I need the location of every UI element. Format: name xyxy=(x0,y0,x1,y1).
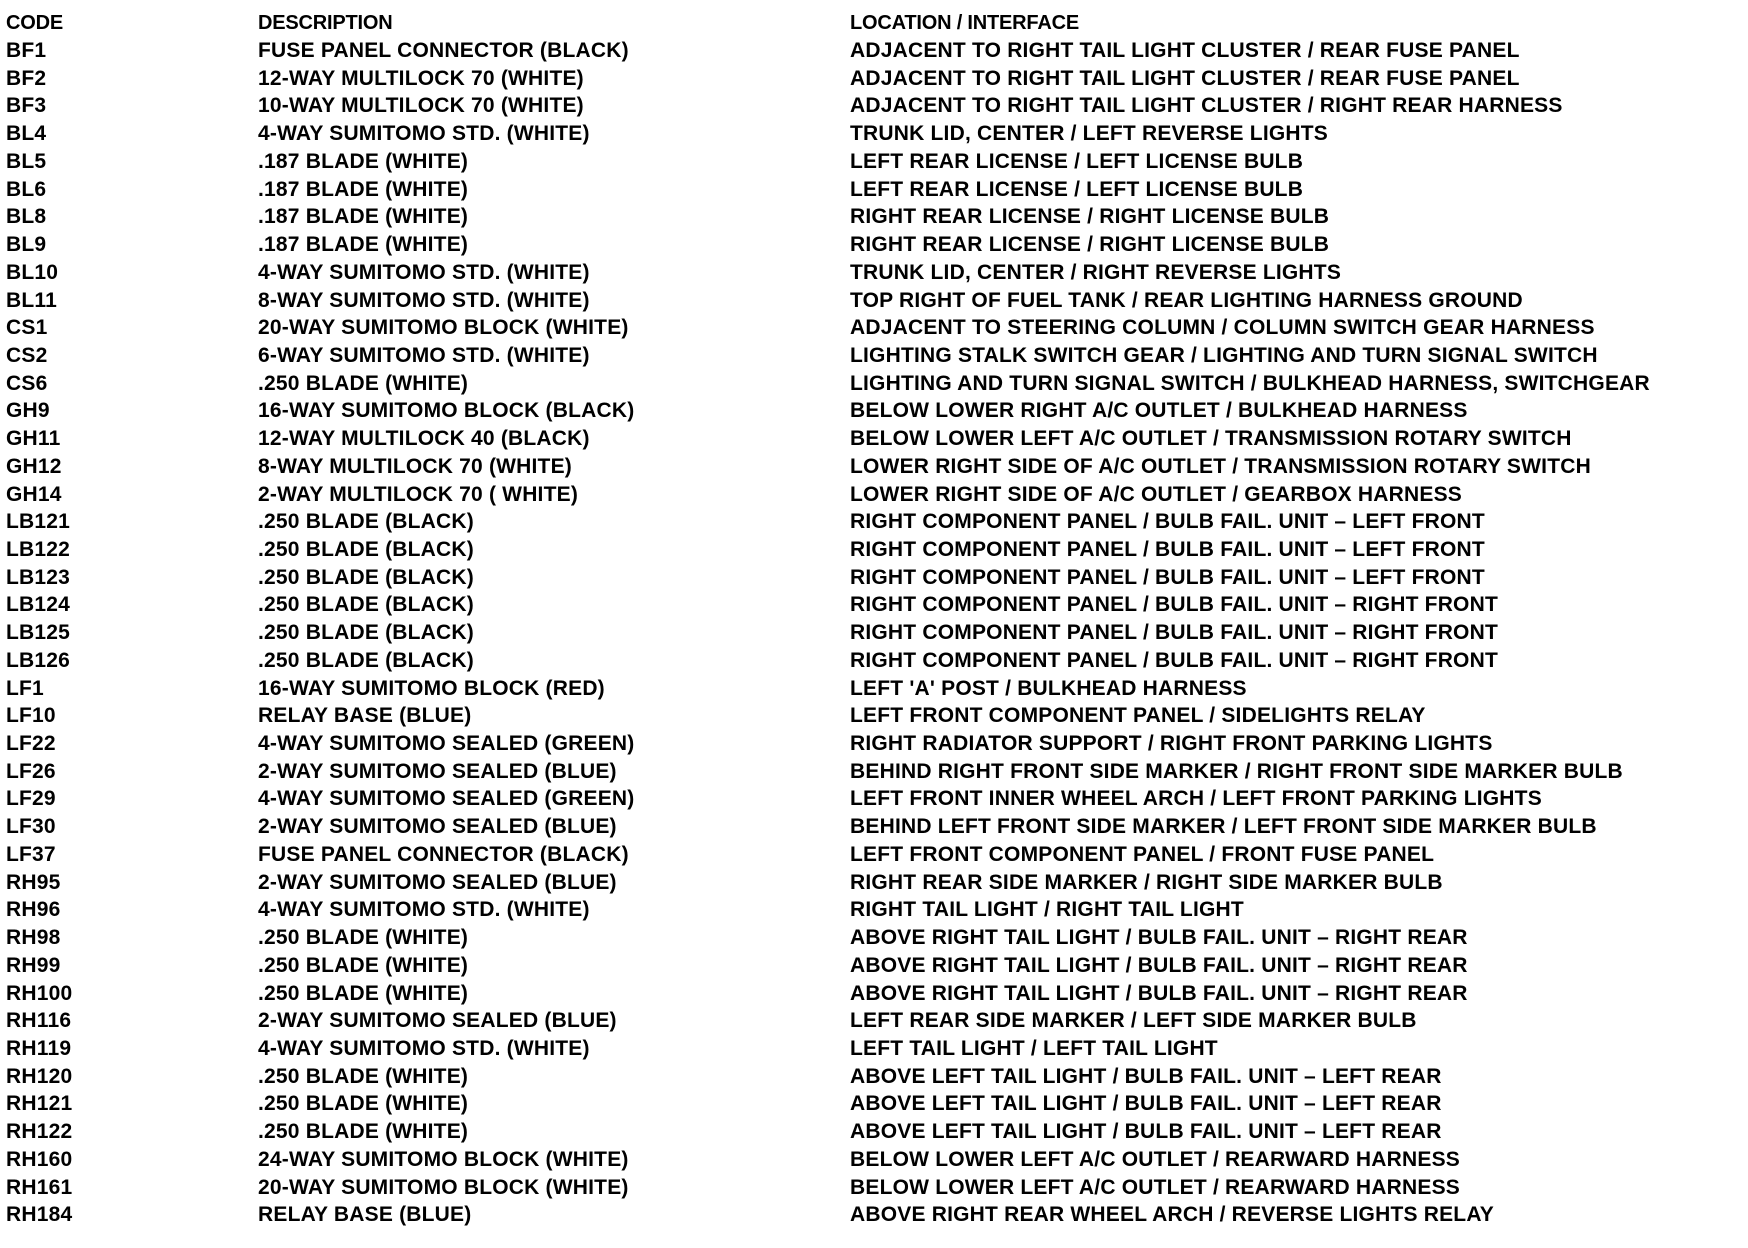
row-code: BL4 xyxy=(6,122,47,146)
row-description: .250 BLADE (WHITE) xyxy=(258,1120,469,1144)
row-description: .250 BLADE (WHITE) xyxy=(258,953,469,977)
table-row xyxy=(0,813,1748,840)
row-description: 2-WAY SUMITOMO SEALED (BLUE) xyxy=(258,759,617,783)
row-location: RIGHT REAR LICENSE / RIGHT LICENSE BULB xyxy=(850,233,1330,256)
row-description: FUSE PANEL CONNECTOR (BLACK) xyxy=(258,39,629,62)
row-description: .250 BLADE (WHITE) xyxy=(258,1092,469,1116)
row-code: BF3 xyxy=(6,94,47,118)
row-description: .250 BLADE (BLACK) xyxy=(258,648,474,672)
table-row xyxy=(0,1063,1748,1090)
row-code: RH119 xyxy=(6,1036,72,1060)
table-row xyxy=(0,869,1748,896)
row-description: 4-WAY SUMITOMO SEALED (GREEN) xyxy=(258,787,635,811)
table-row xyxy=(0,1201,1748,1228)
table-row xyxy=(0,924,1748,951)
row-description: .187 BLADE (WHITE) xyxy=(258,205,469,229)
row-location: ABOVE RIGHT REAR WHEEL ARCH / REVERSE LIGHTS RELAY xyxy=(850,1203,1494,1227)
row-location: RIGHT COMPONENT PANEL / BULB FAIL. UNIT – RIGHT FRONT xyxy=(850,648,1498,672)
row-location: BELOW LOWER RIGHT A/C OUTLET / BULKHEAD HARNESS xyxy=(850,399,1468,423)
row-location: LEFT REAR LICENSE / LEFT LICENSE BULB xyxy=(850,149,1304,173)
table-row xyxy=(0,203,1748,230)
row-description: .250 BLADE (WHITE) xyxy=(258,1064,469,1088)
row-description: 4-WAY SUMITOMO STD. (WHITE) xyxy=(258,260,590,284)
table-row xyxy=(0,785,1748,812)
table-row xyxy=(0,647,1748,674)
row-location: LIGHTING AND TURN SIGNAL SWITCH / BULKHEAD HARNESS, SWITCHGEAR xyxy=(850,371,1650,395)
row-location: LOWER RIGHT SIDE OF A/C OUTLET / GEARBOX HARNESS xyxy=(850,482,1463,506)
row-location: BELOW LOWER LEFT A/C OUTLET / REARWARD HARNESS xyxy=(850,1175,1461,1199)
row-code: LF10 xyxy=(6,704,56,728)
row-location: LEFT FRONT INNER WHEEL ARCH / LEFT FRONT PARKING LIGHTS xyxy=(850,787,1542,811)
row-location: LOWER RIGHT SIDE OF A/C OUTLET / TRANSMISSION ROTARY SWITCH xyxy=(850,454,1591,478)
row-description: .187 BLADE (WHITE) xyxy=(258,233,469,256)
row-code: RH122 xyxy=(6,1120,73,1144)
row-location: RIGHT COMPONENT PANEL / BULB FAIL. UNIT – LEFT FRONT xyxy=(850,510,1485,534)
table-row xyxy=(0,397,1748,424)
table-row xyxy=(0,1007,1748,1034)
row-description: .250 BLADE (BLACK) xyxy=(258,510,474,534)
row-code: GH11 xyxy=(6,427,61,451)
row-description: 20-WAY SUMITOMO BLOCK (WHITE) xyxy=(258,1175,629,1199)
table-row xyxy=(0,591,1748,618)
row-code: GH12 xyxy=(6,454,62,478)
table-row xyxy=(0,758,1748,785)
row-location: ADJACENT TO RIGHT TAIL LIGHT CLUSTER / REAR FUSE PANEL xyxy=(850,66,1520,90)
row-code: RH98 xyxy=(6,926,61,949)
row-code: RH184 xyxy=(6,1203,73,1227)
header-description: DESCRIPTION xyxy=(258,12,393,34)
row-description: 12-WAY MULTILOCK 70 (WHITE) xyxy=(258,66,584,90)
row-code: CS2 xyxy=(6,343,48,367)
row-code: RH100 xyxy=(6,981,73,1005)
row-code: RH120 xyxy=(6,1064,73,1088)
row-location: ABOVE LEFT TAIL LIGHT / BULB FAIL. UNIT – LEFT REAR xyxy=(850,1064,1442,1088)
row-location: BEHIND LEFT FRONT SIDE MARKER / LEFT FRONT SIDE MARKER BULB xyxy=(850,815,1597,839)
row-location: LEFT 'A' POST / BULKHEAD HARNESS xyxy=(850,676,1247,700)
table-row xyxy=(0,342,1748,369)
row-description: .250 BLADE (BLACK) xyxy=(258,621,474,645)
row-code: BL5 xyxy=(6,149,47,173)
row-location: RIGHT COMPONENT PANEL / BULB FAIL. UNIT – RIGHT FRONT xyxy=(850,593,1498,617)
row-code: LB123 xyxy=(6,565,71,589)
table-row xyxy=(0,259,1748,286)
row-code: GH9 xyxy=(6,399,50,423)
row-location: RIGHT REAR LICENSE / RIGHT LICENSE BULB xyxy=(850,205,1330,229)
table-row xyxy=(0,702,1748,729)
table-row xyxy=(0,980,1748,1007)
table-row xyxy=(0,231,1748,258)
row-code: LB124 xyxy=(6,593,71,617)
header-code: CODE xyxy=(6,12,63,34)
row-description: .250 BLADE (BLACK) xyxy=(258,593,474,617)
row-location: ADJACENT TO RIGHT TAIL LIGHT CLUSTER / RIGHT REAR HARNESS xyxy=(850,94,1563,118)
row-location: RIGHT COMPONENT PANEL / BULB FAIL. UNIT – RIGHT FRONT xyxy=(850,621,1498,645)
row-code: CS1 xyxy=(6,316,48,340)
row-location: ABOVE LEFT TAIL LIGHT / BULB FAIL. UNIT – LEFT REAR xyxy=(850,1120,1442,1144)
row-code: LF30 xyxy=(6,815,56,839)
row-location: RIGHT COMPONENT PANEL / BULB FAIL. UNIT – LEFT FRONT xyxy=(850,565,1485,589)
row-location: ABOVE LEFT TAIL LIGHT / BULB FAIL. UNIT – LEFT REAR xyxy=(850,1092,1442,1116)
row-description: RELAY BASE (BLUE) xyxy=(258,1203,472,1227)
table-row xyxy=(0,952,1748,979)
row-location: RIGHT COMPONENT PANEL / BULB FAIL. UNIT – LEFT FRONT xyxy=(850,538,1485,561)
row-location: TRUNK LID, CENTER / RIGHT REVERSE LIGHTS xyxy=(850,260,1342,284)
row-description: 2-WAY SUMITOMO SEALED (BLUE) xyxy=(258,870,617,894)
row-description: 6-WAY SUMITOMO STD. (WHITE) xyxy=(258,343,590,367)
row-description: 4-WAY SUMITOMO STD. (WHITE) xyxy=(258,1036,590,1060)
row-location: ABOVE RIGHT TAIL LIGHT / BULB FAIL. UNIT – RIGHT REAR xyxy=(850,953,1468,977)
row-description: FUSE PANEL CONNECTOR (BLACK) xyxy=(258,842,629,866)
row-code: LF26 xyxy=(6,759,56,783)
row-code: BF2 xyxy=(6,66,47,90)
row-code: LB122 xyxy=(6,538,71,561)
row-description: 4-WAY SUMITOMO SEALED (GREEN) xyxy=(258,732,635,755)
row-location: ABOVE RIGHT TAIL LIGHT / BULB FAIL. UNIT – RIGHT REAR xyxy=(850,926,1468,949)
table-row xyxy=(0,65,1748,92)
row-code: GH14 xyxy=(6,482,62,506)
table-row xyxy=(0,1035,1748,1062)
table-row xyxy=(0,287,1748,314)
row-description: 8-WAY SUMITOMO STD. (WHITE) xyxy=(258,288,590,312)
table-row xyxy=(0,370,1748,397)
row-description: .250 BLADE (BLACK) xyxy=(258,565,474,589)
table-row xyxy=(0,841,1748,868)
table-row xyxy=(0,1146,1748,1173)
row-code: RH116 xyxy=(6,1009,72,1033)
row-location: BELOW LOWER LEFT A/C OUTLET / TRANSMISSION ROTARY SWITCH xyxy=(850,427,1572,451)
row-location: RIGHT TAIL LIGHT / RIGHT TAIL LIGHT xyxy=(850,898,1244,922)
table-header xyxy=(0,10,1748,37)
row-description: .250 BLADE (WHITE) xyxy=(258,926,469,949)
row-description: .187 BLADE (WHITE) xyxy=(258,149,469,173)
table-row xyxy=(0,453,1748,480)
table-row xyxy=(0,675,1748,702)
row-description: 2-WAY SUMITOMO SEALED (BLUE) xyxy=(258,815,617,839)
row-location: BELOW LOWER LEFT A/C OUTLET / REARWARD HARNESS xyxy=(850,1147,1461,1171)
row-description: .187 BLADE (WHITE) xyxy=(258,177,469,201)
row-location: LEFT TAIL LIGHT / LEFT TAIL LIGHT xyxy=(850,1036,1218,1060)
table-row xyxy=(0,1118,1748,1145)
row-description: .250 BLADE (WHITE) xyxy=(258,371,469,395)
row-code: LF37 xyxy=(6,842,56,866)
row-description: .250 BLADE (WHITE) xyxy=(258,981,469,1005)
row-code: LF29 xyxy=(6,787,56,811)
table-row xyxy=(0,425,1748,452)
row-location: RIGHT RADIATOR SUPPORT / RIGHT FRONT PARKING LIGHTS xyxy=(850,732,1493,755)
row-location: LEFT REAR LICENSE / LEFT LICENSE BULB xyxy=(850,177,1304,201)
row-code: LB126 xyxy=(6,648,71,672)
row-code: LF22 xyxy=(6,732,56,755)
row-code: CS6 xyxy=(6,371,48,395)
table-row xyxy=(0,148,1748,175)
row-description: 2-WAY MULTILOCK 70 ( WHITE) xyxy=(258,482,579,506)
row-description: RELAY BASE (BLUE) xyxy=(258,704,472,728)
table-row xyxy=(0,314,1748,341)
table-row xyxy=(0,92,1748,119)
row-description: 12-WAY MULTILOCK 40 (BLACK) xyxy=(258,427,590,451)
row-location: LEFT REAR SIDE MARKER / LEFT SIDE MARKER BULB xyxy=(850,1009,1417,1033)
row-code: RH96 xyxy=(6,898,61,922)
row-code: RH99 xyxy=(6,953,61,977)
row-location: LEFT FRONT COMPONENT PANEL / FRONT FUSE PANEL xyxy=(850,842,1435,866)
table-row xyxy=(0,1174,1748,1201)
table-row xyxy=(0,1090,1748,1117)
row-code: RH121 xyxy=(6,1092,73,1116)
row-location: RIGHT REAR SIDE MARKER / RIGHT SIDE MARKER BULB xyxy=(850,870,1443,894)
table-row xyxy=(0,120,1748,147)
table-row xyxy=(0,619,1748,646)
row-code: LB125 xyxy=(6,621,71,645)
table-row xyxy=(0,37,1748,64)
row-location: TRUNK LID, CENTER / LEFT REVERSE LIGHTS xyxy=(850,122,1328,146)
table-row xyxy=(0,176,1748,203)
row-location: BEHIND RIGHT FRONT SIDE MARKER / RIGHT FRONT SIDE MARKER BULB xyxy=(850,759,1623,783)
row-code: BL8 xyxy=(6,205,47,229)
row-location: LEFT FRONT COMPONENT PANEL / SIDELIGHTS RELAY xyxy=(850,704,1426,728)
row-code: RH160 xyxy=(6,1147,73,1171)
row-code: RH95 xyxy=(6,870,61,894)
header-location: LOCATION / INTERFACE xyxy=(850,12,1079,34)
row-code: RH161 xyxy=(6,1175,73,1199)
table-row xyxy=(0,508,1748,535)
row-description: 20-WAY SUMITOMO BLOCK (WHITE) xyxy=(258,316,629,340)
row-description: 16-WAY SUMITOMO BLOCK (RED) xyxy=(258,676,605,700)
row-code: BL11 xyxy=(6,288,57,312)
row-description: 24-WAY SUMITOMO BLOCK (WHITE) xyxy=(258,1147,629,1171)
row-code: LF1 xyxy=(6,676,44,700)
row-description: 4-WAY SUMITOMO STD. (WHITE) xyxy=(258,898,590,922)
row-location: LIGHTING STALK SWITCH GEAR / LIGHTING AND TURN SIGNAL SWITCH xyxy=(850,343,1598,367)
row-description: 2-WAY SUMITOMO SEALED (BLUE) xyxy=(258,1009,617,1033)
row-description: 16-WAY SUMITOMO BLOCK (BLACK) xyxy=(258,399,635,423)
row-code: BF1 xyxy=(6,39,47,62)
row-description: 8-WAY MULTILOCK 70 (WHITE) xyxy=(258,454,572,478)
table-row xyxy=(0,896,1748,923)
row-description: 4-WAY SUMITOMO STD. (WHITE) xyxy=(258,122,590,146)
row-code: BL6 xyxy=(6,177,47,201)
table-row xyxy=(0,481,1748,508)
table-row xyxy=(0,536,1748,563)
table-row xyxy=(0,564,1748,591)
table-row xyxy=(0,730,1748,757)
row-location: ADJACENT TO STEERING COLUMN / COLUMN SWITCH GEAR HARNESS xyxy=(850,316,1595,340)
row-code: BL10 xyxy=(6,260,59,284)
row-code: LB121 xyxy=(6,510,71,534)
row-description: .250 BLADE (BLACK) xyxy=(258,538,474,561)
row-location: TOP RIGHT OF FUEL TANK / REAR LIGHTING HARNESS GROUND xyxy=(850,288,1523,312)
row-location: ADJACENT TO RIGHT TAIL LIGHT CLUSTER / REAR FUSE PANEL xyxy=(850,39,1520,62)
row-location: ABOVE RIGHT TAIL LIGHT / BULB FAIL. UNIT – RIGHT REAR xyxy=(850,981,1468,1005)
row-description: 10-WAY MULTILOCK 70 (WHITE) xyxy=(258,94,584,118)
row-code: BL9 xyxy=(6,233,47,256)
